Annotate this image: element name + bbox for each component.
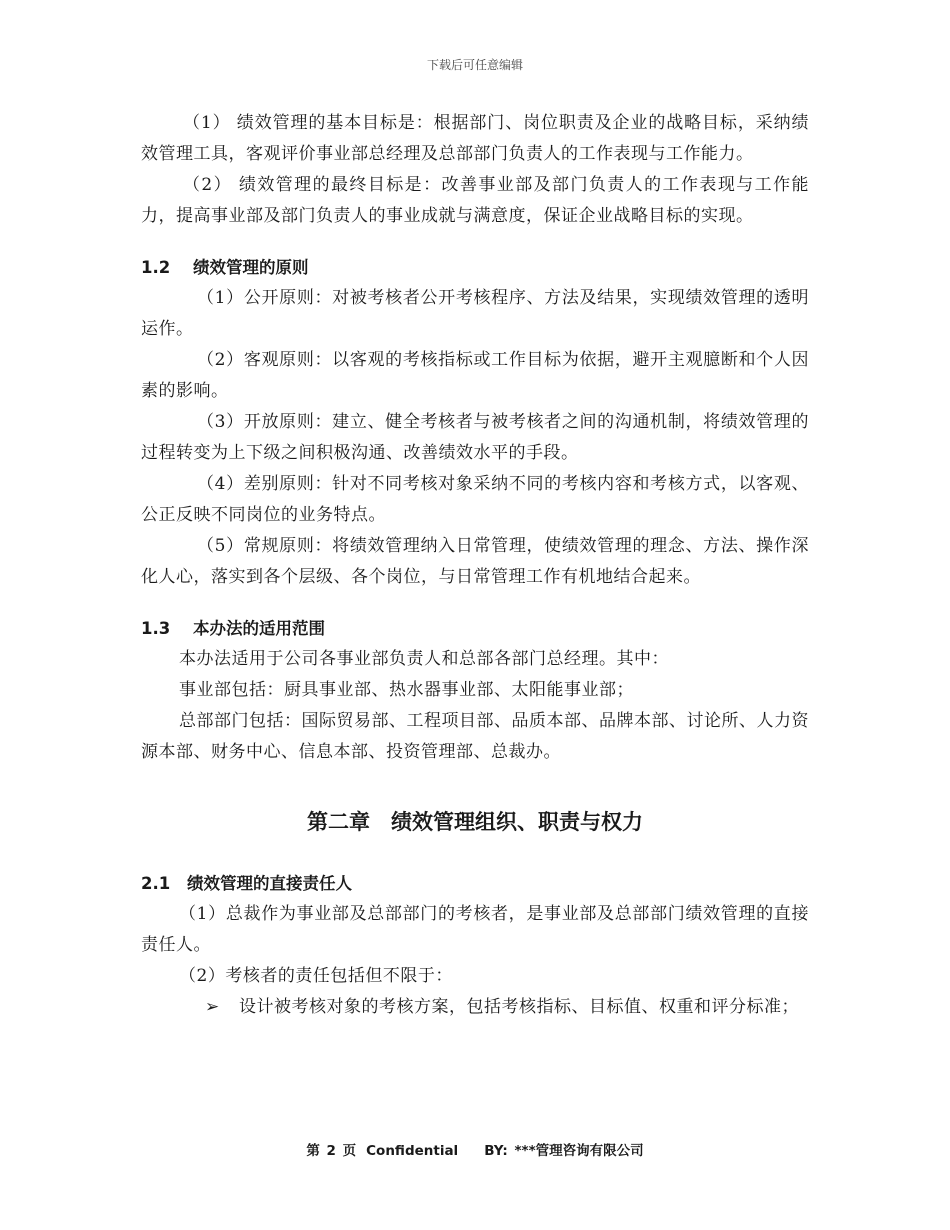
arrow-bullet-icon: ➢ — [205, 997, 220, 1017]
chapter-heading — [141, 806, 809, 838]
section-number: 2.1 — [141, 874, 171, 893]
responsibility-paragraph-2: （2）考核者的责任包括但不限于： — [179, 966, 453, 986]
chapter-number: 第二章 — [307, 810, 370, 834]
page-footer — [0, 1139, 950, 1159]
principle-2: （2）客观原则：以客观的考核指标或工作目标为依据，避开主观臆断和个人因素的影响。 — [141, 350, 809, 401]
responsibility-paragraph-1: （1）总裁作为事业部及总部部门的考核者，是事业部及总部部门绩效管理的直接责任人。 — [141, 904, 809, 955]
scope-paragraph-1: 本办法适用于公司各事业部负责人和总部各部门总经理。其中： — [179, 649, 669, 669]
scope-paragraph-3: 总部部门包括：国际贸易部、工程项目部、品质本部、品牌本部、讨论所、人力资源本部、财务中心、信息本部、投资管理部、总裁办。 — [141, 711, 809, 762]
company-credit: BY: ***管理咨询有限公司 — [484, 1143, 644, 1159]
paragraph-goal-2: （2） 绩效管理的最终目标是：改善事业部及部门负责人的工作表现与工作能力，提高事业部及部门负责人的事业成就与满意度，保证企业战略目标的实现。 — [141, 175, 809, 226]
bullet-item — [205, 992, 809, 1023]
page-header: 下载后可任意编辑 — [426, 58, 523, 72]
principle-3: （3）开放原则：建立、健全考核者与被考核者之间的沟通机制，将绩效管理的过程转变为上下级之间积极沟通、改善绩效水平的手段。 — [141, 412, 809, 463]
principle-4: （4）差别原则：针对不同考核对象采纳不同的考核内容和考核方式，以客观、公正反映不同岗位的业务特点。 — [141, 474, 809, 525]
document-body — [141, 108, 809, 1023]
section-heading-1-2 — [141, 252, 809, 283]
section-title: 本办法的适用范围 — [193, 619, 325, 638]
section-title: 绩效管理的原则 — [193, 258, 309, 277]
principle-5: （5）常规原则：将绩效管理纳入日常管理，使绩效管理的理念、方法、操作深化人心，落实到各个层级、各个岗位，与日常管理工作有机地结合起来。 — [141, 536, 809, 587]
paragraph-goal-1: （1） 绩效管理的基本目标是：根据部门、岗位职责及企业的战略目标，采纳绩效管理工具，客观评价事业部总经理及总部部门负责人的工作表现与工作能力。 — [141, 113, 809, 164]
scope-paragraph-2: 事业部包括：厨具事业部、热水器事业部、太阳能事业部； — [179, 680, 634, 700]
section-heading-2-1 — [141, 868, 809, 899]
confidential-label: Confidential — [366, 1143, 459, 1159]
bullet-text: 设计被考核对象的考核方案，包括考核指标、目标值、权重和评分标准； — [239, 997, 799, 1017]
page-number: 第 2 页 — [306, 1143, 357, 1159]
principle-1: （1）公开原则：对被考核者公开考核程序、方法及结果，实现绩效管理的透明运作。 — [141, 288, 809, 339]
section-title: 绩效管理的直接责任人 — [187, 874, 352, 893]
section-number: 1.2 — [141, 258, 171, 277]
chapter-title: 绩效管理组织、职责与权力 — [391, 810, 643, 834]
section-heading-1-3 — [141, 613, 809, 644]
section-number: 1.3 — [141, 619, 171, 638]
